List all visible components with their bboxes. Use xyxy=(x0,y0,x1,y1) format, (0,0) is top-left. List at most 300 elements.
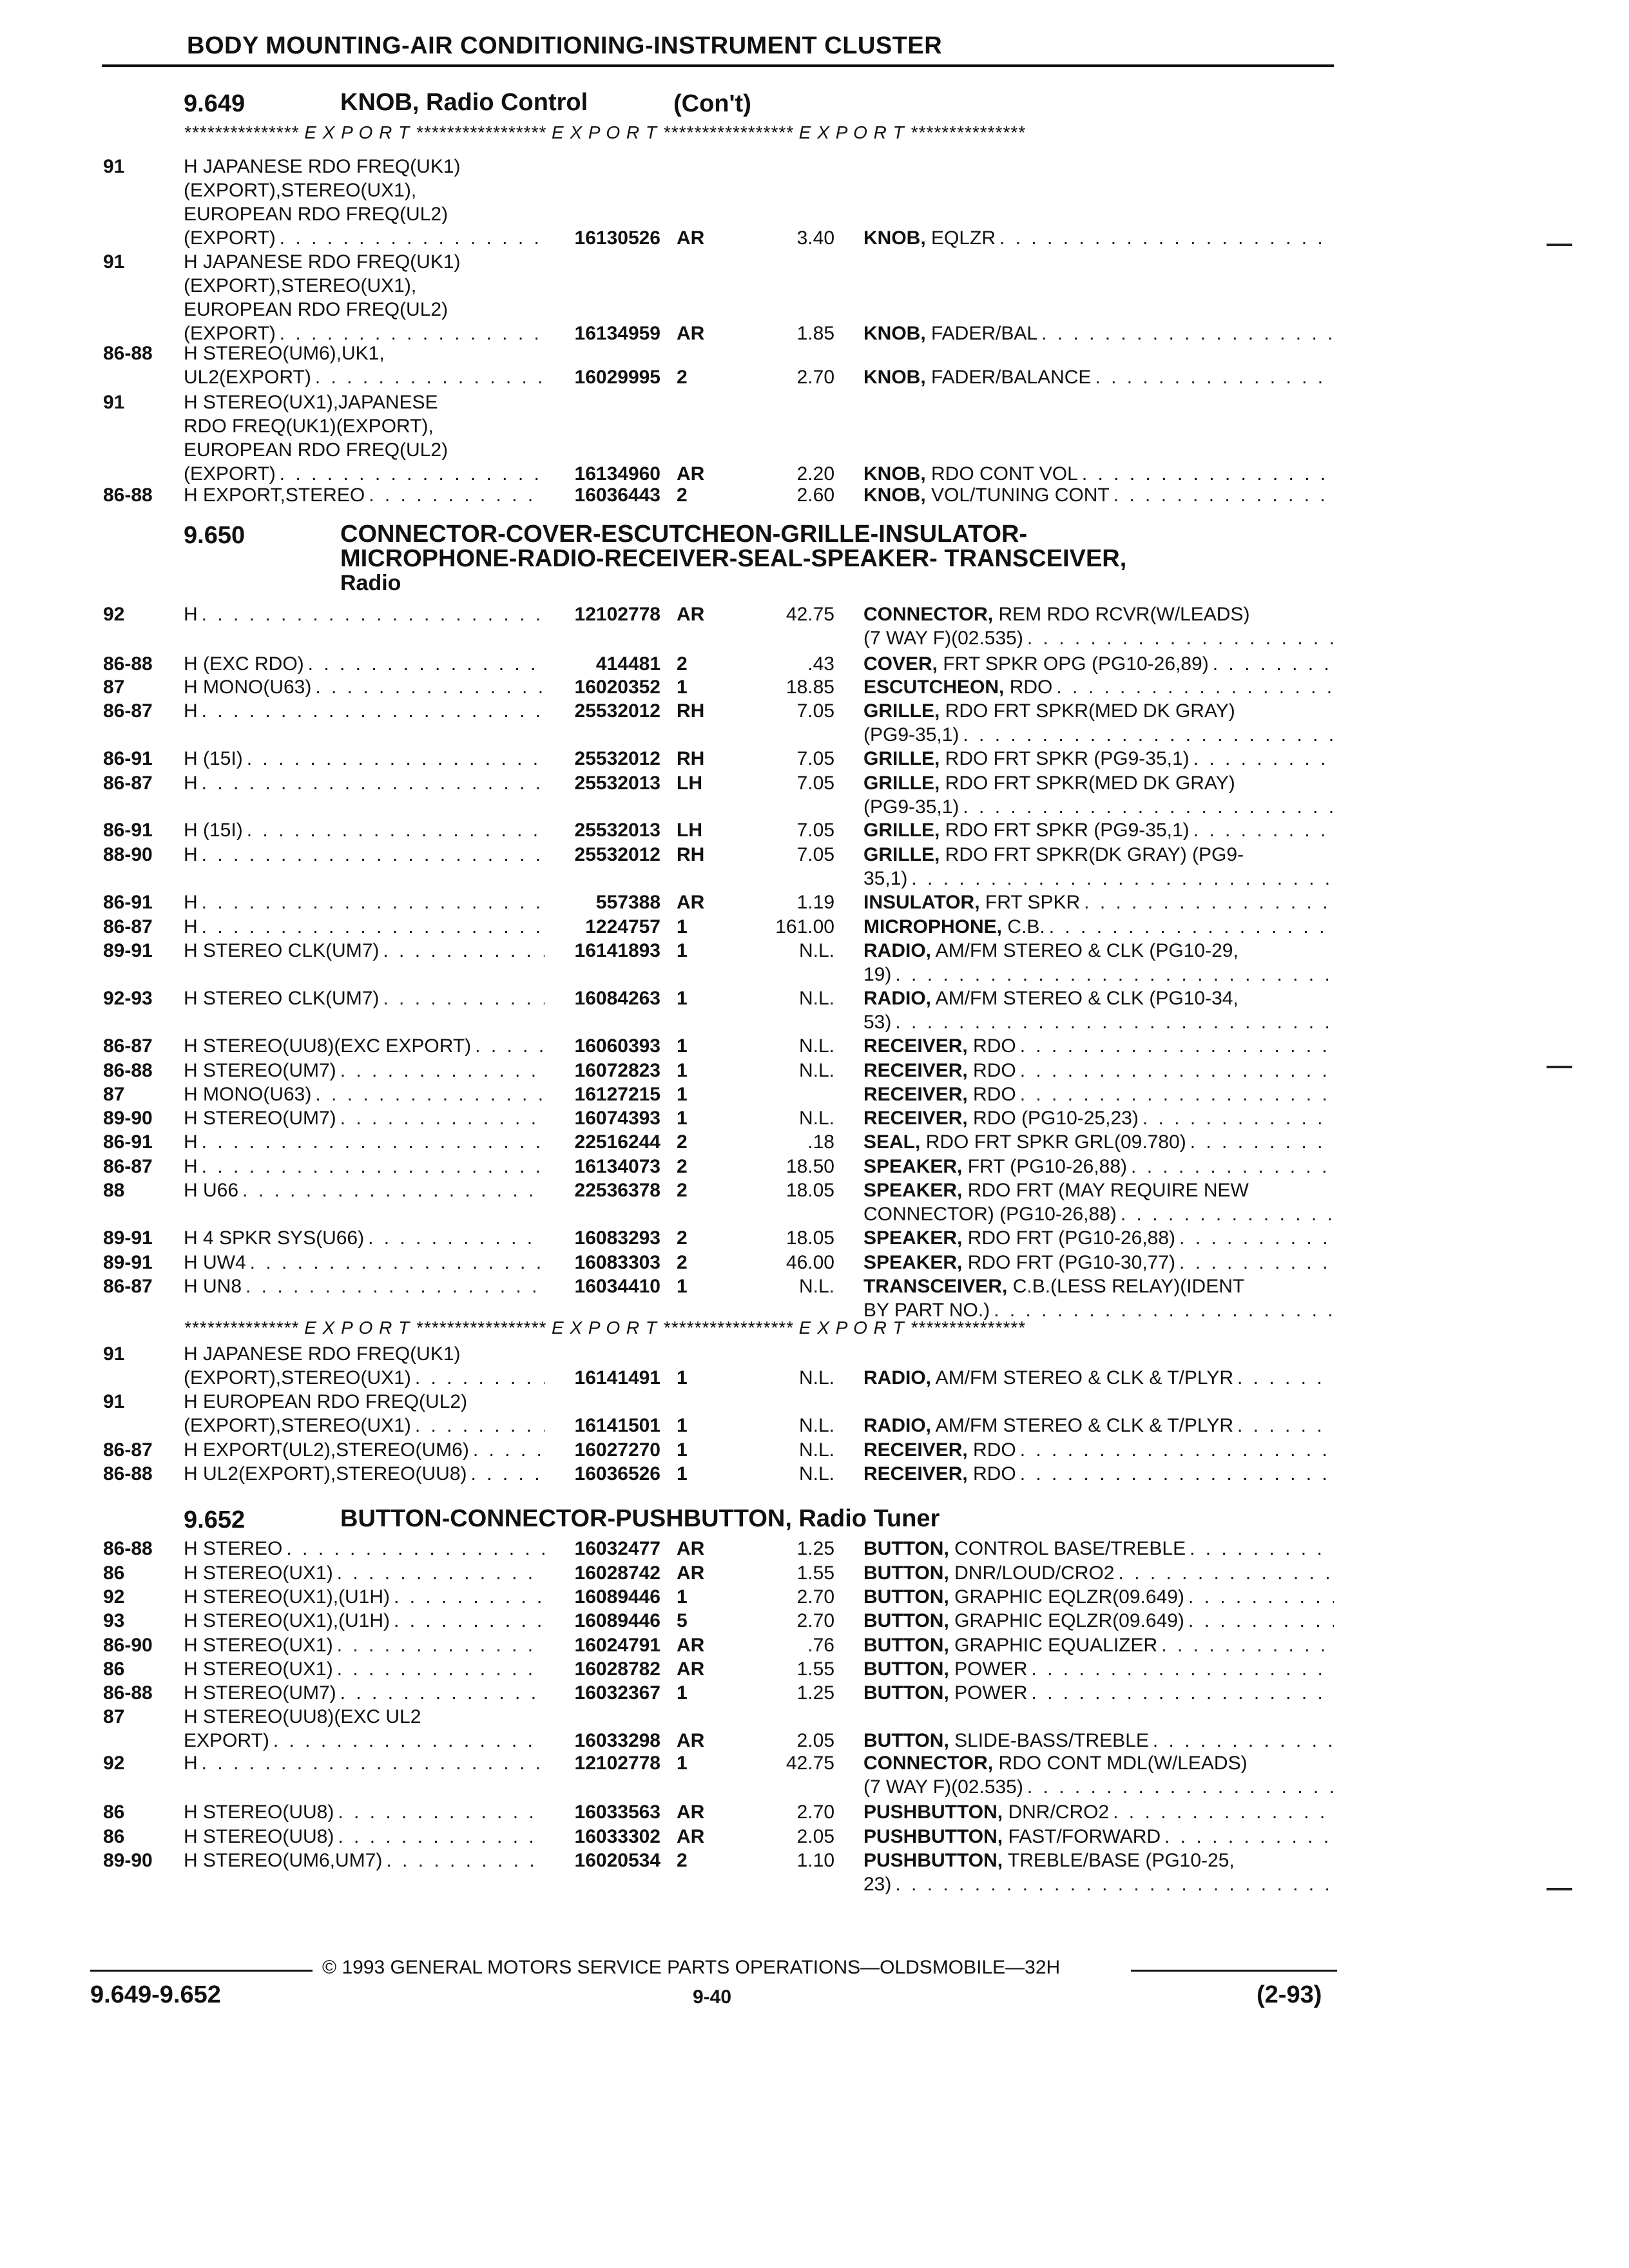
part-name-line xyxy=(863,1082,1334,1106)
description-text: H STEREO(UU8) xyxy=(184,1826,334,1847)
quantity: 1 xyxy=(677,1084,688,1105)
part-name xyxy=(863,1609,1334,1633)
application-description xyxy=(184,843,545,867)
application-description xyxy=(184,1537,545,1561)
part-number: 16032367 xyxy=(574,1682,660,1704)
quantity: 1 xyxy=(677,988,688,1009)
section-number: 9.649 xyxy=(184,90,246,117)
description-text: H STEREO(UX1) xyxy=(184,1562,333,1584)
description-line xyxy=(184,365,545,389)
part-name xyxy=(863,483,1334,507)
price: 1.25 xyxy=(796,1538,834,1559)
part-name-text: RECEIVER, RDO xyxy=(863,1084,1016,1105)
part-name-keyword: PUSHBUTTON, xyxy=(863,1826,1003,1847)
model-year: 88-90 xyxy=(103,844,153,865)
part-name-keyword: GRILLE, xyxy=(863,748,940,769)
part-number: 16028782 xyxy=(574,1658,660,1680)
description-text: H STEREO(UX1),(U1H) xyxy=(184,1610,390,1631)
description-text: (EXPORT),STEREO(UX1) xyxy=(184,1367,411,1389)
description-line xyxy=(184,1561,545,1585)
part-name xyxy=(863,1729,1334,1753)
dot-leader xyxy=(1020,1059,1334,1082)
part-name-text: RADIO, AM/FM STEREO & CLK & T/PLYR xyxy=(863,1415,1233,1436)
price: 18.85 xyxy=(786,677,834,698)
part-name-line xyxy=(863,1251,1334,1274)
model-year: 86-87 xyxy=(103,773,153,794)
application-description xyxy=(184,1633,545,1657)
part-name-text: TRANSCEIVER, C.B.(LESS RELAY)(IDENT xyxy=(863,1276,1245,1297)
part-name-keyword: SPEAKER, xyxy=(863,1227,963,1249)
part-name-text: COVER, FRT SPKR OPG (PG10-26,89) xyxy=(863,653,1209,675)
description-text: H STEREO(UX1) xyxy=(184,1658,333,1680)
description-line xyxy=(184,226,545,250)
part-number: 414481 xyxy=(595,653,660,675)
part-number: 16036526 xyxy=(574,1463,660,1485)
part-number: 16033563 xyxy=(574,1802,660,1823)
footer-page-number: 9-40 xyxy=(693,1986,732,2008)
part-name-text: RECEIVER, RDO xyxy=(863,1463,1016,1485)
description-text: H UW4 xyxy=(184,1252,246,1273)
part-name-text: PUSHBUTTON, TREBLE/BASE (PG10-25, xyxy=(863,1850,1235,1871)
part-number: 16020352 xyxy=(574,677,660,698)
part-number: 16089446 xyxy=(574,1610,660,1631)
description-line xyxy=(184,1462,545,1486)
dot-leader xyxy=(1237,1366,1334,1390)
part-number: 16027270 xyxy=(574,1439,660,1461)
quantity: 1 xyxy=(677,1035,688,1057)
dot-leader xyxy=(911,867,1334,890)
description-text: H xyxy=(184,773,198,794)
quantity: AR xyxy=(677,463,705,485)
model-year: 89-91 xyxy=(103,1252,153,1273)
part-name-line xyxy=(863,322,1334,345)
description-text: H 4 SPKR SYS(U66) xyxy=(184,1227,365,1249)
description-text: H STEREO(UX1) xyxy=(184,1635,333,1656)
part-name-text: SPEAKER, RDO FRT (PG10-30,77) xyxy=(863,1252,1176,1273)
quantity: AR xyxy=(677,1635,705,1656)
part-name-keyword: KNOB, xyxy=(863,323,926,344)
part-name-line xyxy=(863,1034,1334,1058)
part-name-text: GRILLE, RDO FRT SPKR(MED DK GRAY) xyxy=(863,773,1235,794)
section-title-line: KNOB, Radio Control xyxy=(340,89,588,116)
dot-leader xyxy=(1113,1800,1334,1824)
dot-leader xyxy=(1213,652,1334,676)
application-description xyxy=(184,1106,545,1130)
part-name-keyword: CONNECTOR, xyxy=(863,604,994,625)
application-description xyxy=(184,1849,545,1872)
section-title-line: Radio xyxy=(340,571,401,595)
part-name-text: GRILLE, RDO FRT SPKR(DK GRAY) (PG9- xyxy=(863,844,1244,865)
part-name-text: INSULATOR, FRT SPKR xyxy=(863,892,1081,913)
part-number: 25532013 xyxy=(574,820,660,841)
dot-leader xyxy=(337,1657,545,1681)
description-text: H STEREO(UM7) xyxy=(184,1060,336,1081)
description-line xyxy=(184,747,545,771)
description-text: H MONO(U63) xyxy=(184,677,312,698)
description-line: H JAPANESE RDO FREQ(UK1) xyxy=(184,1343,461,1365)
part-name-keyword: BUTTON, xyxy=(863,1682,949,1704)
dot-leader xyxy=(394,1609,545,1633)
part-name-keyword: BUTTON, xyxy=(863,1562,949,1584)
footer-section-range: 9.649-9.652 xyxy=(90,1981,221,2008)
part-name-keyword: SPEAKER, xyxy=(863,1156,963,1177)
dot-leader xyxy=(415,1414,545,1437)
part-name-text: BUTTON, SLIDE-BASS/TREBLE xyxy=(863,1730,1149,1751)
part-name-text: BUTTON, GRAPHIC EQLZR(09.649) xyxy=(863,1586,1184,1608)
part-name xyxy=(863,1561,1334,1585)
quantity: RH xyxy=(677,700,705,722)
quantity: 1 xyxy=(677,1415,688,1436)
dot-leader xyxy=(1161,1633,1334,1657)
description-line xyxy=(184,915,545,939)
dot-leader xyxy=(415,1366,545,1390)
description-line xyxy=(184,1825,545,1849)
model-year: 89-91 xyxy=(103,940,153,961)
price: 2.05 xyxy=(796,1826,834,1847)
part-name-text: GRILLE, RDO FRT SPKR(MED DK GRAY) xyxy=(863,700,1235,722)
description-line xyxy=(184,1585,545,1609)
price: 2.60 xyxy=(796,485,834,506)
part-name-line xyxy=(863,963,1334,986)
part-name xyxy=(863,699,1334,747)
quantity: RH xyxy=(677,844,705,865)
description-line xyxy=(184,1366,545,1390)
part-number: 16060393 xyxy=(574,1035,660,1057)
description-text: (EXPORT) xyxy=(184,227,276,249)
part-number: 16020534 xyxy=(574,1850,660,1871)
model-year: 86-87 xyxy=(103,916,153,937)
dot-leader xyxy=(1020,1082,1334,1106)
dot-leader xyxy=(1113,483,1334,507)
price: 1.10 xyxy=(796,1850,834,1871)
dot-leader xyxy=(1190,1537,1334,1561)
part-number: 16033298 xyxy=(574,1730,660,1751)
part-name-keyword: GRILLE, xyxy=(863,820,940,841)
application-description xyxy=(184,1059,545,1082)
part-name xyxy=(863,1178,1334,1226)
description-text: H xyxy=(184,892,198,913)
quantity: 2 xyxy=(677,653,688,675)
dot-leader xyxy=(202,699,545,723)
part-name-keyword: RADIO, xyxy=(863,1367,931,1389)
part-number: 16074393 xyxy=(574,1108,660,1129)
quantity: 1 xyxy=(677,1682,688,1704)
model-year: 86 xyxy=(103,1658,125,1680)
part-name xyxy=(863,1082,1334,1106)
part-name-keyword: TRANSCEIVER, xyxy=(863,1276,1008,1297)
part-number: 12102778 xyxy=(574,604,660,625)
description-line xyxy=(184,675,545,699)
model-year: 92-93 xyxy=(103,988,153,1009)
dot-leader xyxy=(1041,322,1334,345)
quantity: 2 xyxy=(677,485,688,506)
application-description xyxy=(184,1226,545,1250)
model-year: 86-87 xyxy=(103,1156,153,1177)
description-line: H JAPANESE RDO FREQ(UK1) xyxy=(184,156,461,177)
part-name-keyword: RECEIVER, xyxy=(863,1439,968,1461)
dot-leader xyxy=(963,723,1334,747)
description-text: H STEREO(UU8) xyxy=(184,1802,334,1823)
quantity: 2 xyxy=(677,1131,688,1153)
part-name-line xyxy=(863,1729,1334,1753)
part-name-keyword: GRILLE, xyxy=(863,700,940,722)
part-name xyxy=(863,1034,1334,1058)
part-name-line xyxy=(863,1366,1334,1390)
quantity: AR xyxy=(677,1562,705,1584)
dot-leader xyxy=(383,939,545,963)
quantity: RH xyxy=(677,748,705,769)
description-line xyxy=(184,1251,545,1274)
dot-leader xyxy=(1020,1462,1334,1486)
application-description xyxy=(184,675,545,699)
part-name-line xyxy=(863,818,1334,842)
application-description xyxy=(184,818,545,842)
model-year: 86-88 xyxy=(103,1463,153,1485)
dot-leader xyxy=(247,818,545,842)
description-text: H UN8 xyxy=(184,1276,242,1297)
application-description xyxy=(184,250,545,345)
part-name xyxy=(863,322,1334,345)
application-description xyxy=(184,602,545,626)
application-description xyxy=(184,1681,545,1705)
description-line xyxy=(184,818,545,842)
dot-leader xyxy=(338,1800,545,1824)
part-name-line xyxy=(863,1872,1334,1896)
part-name-keyword: RECEIVER, xyxy=(863,1060,968,1081)
application-description xyxy=(184,1251,545,1274)
description-text: H STEREO(UM7) xyxy=(184,1682,336,1704)
part-name-line xyxy=(863,1849,1334,1872)
dot-leader xyxy=(340,1681,545,1705)
part-name-keyword: RADIO, xyxy=(863,940,931,961)
dot-leader xyxy=(286,1537,545,1561)
dot-leader xyxy=(246,1274,545,1298)
description-line xyxy=(184,890,545,914)
part-name xyxy=(863,1251,1334,1274)
description-line: RDO FREQ(UK1)(EXPORT), xyxy=(184,416,434,437)
dot-leader xyxy=(1118,1561,1334,1585)
description-text: (EXPORT) xyxy=(184,323,276,344)
description-line xyxy=(184,1849,545,1872)
part-name-keyword: RADIO, xyxy=(863,1415,931,1436)
quantity: 1 xyxy=(677,677,688,698)
dot-leader xyxy=(202,1751,545,1775)
dot-leader xyxy=(1142,1106,1334,1130)
description-line xyxy=(184,1130,545,1154)
part-name-text: RADIO, AM/FM STEREO & CLK (PG10-29, xyxy=(863,940,1239,961)
quantity: 1 xyxy=(677,1276,688,1297)
part-number: 16084263 xyxy=(574,988,660,1009)
dot-leader xyxy=(383,986,545,1010)
part-name-keyword: BUTTON, xyxy=(863,1658,949,1680)
part-name-line xyxy=(863,365,1334,389)
part-name-text: BY PART NO.) xyxy=(863,1300,990,1321)
part-name-line xyxy=(863,1585,1334,1609)
part-name-keyword: BUTTON, xyxy=(863,1538,949,1559)
model-year: 89-90 xyxy=(103,1108,153,1129)
part-name-text: SPEAKER, RDO FRT (PG10-26,88) xyxy=(863,1227,1176,1249)
application-description xyxy=(184,1657,545,1681)
dot-leader xyxy=(337,1633,545,1657)
part-name-keyword: CONNECTOR, xyxy=(863,1753,994,1774)
application-description xyxy=(184,939,545,963)
part-name-keyword: RECEIVER, xyxy=(863,1084,968,1105)
part-number: 16029995 xyxy=(574,367,660,388)
model-year: 91 xyxy=(103,156,125,177)
part-name xyxy=(863,890,1334,914)
price: N.L. xyxy=(798,1415,834,1436)
part-name-keyword: GRILLE, xyxy=(863,773,940,794)
part-name xyxy=(863,1681,1334,1705)
part-name-line xyxy=(863,1775,1334,1799)
quantity: 1 xyxy=(677,1367,688,1389)
model-year: 86-88 xyxy=(103,343,153,364)
part-name-line xyxy=(863,1751,1334,1775)
part-number: 16130526 xyxy=(574,227,660,249)
application-description xyxy=(184,341,545,389)
part-name xyxy=(863,1274,1334,1322)
price: 7.05 xyxy=(796,748,834,769)
application-description xyxy=(184,699,545,723)
quantity: 2 xyxy=(677,1850,688,1871)
dot-leader xyxy=(338,1825,545,1849)
part-name-line xyxy=(863,890,1334,914)
price: 7.05 xyxy=(796,820,834,841)
description-line xyxy=(184,1657,545,1681)
model-year: 89-90 xyxy=(103,1850,153,1871)
part-name xyxy=(863,462,1334,486)
part-name xyxy=(863,939,1334,986)
description-text: H EXPORT(UL2),STEREO(UM6) xyxy=(184,1439,469,1461)
quantity: 1 xyxy=(677,1753,688,1774)
application-description xyxy=(184,986,545,1010)
description-text: H xyxy=(184,916,198,937)
description-text: H xyxy=(184,1156,198,1177)
description-line: EUROPEAN RDO FREQ(UL2) xyxy=(184,204,448,225)
price: 2.05 xyxy=(796,1730,834,1751)
part-name xyxy=(863,1155,1334,1178)
description-line xyxy=(184,939,545,963)
part-number: 16127215 xyxy=(574,1084,660,1105)
dot-leader xyxy=(394,1585,545,1609)
part-name-keyword: KNOB, xyxy=(863,367,926,388)
part-name xyxy=(863,602,1334,650)
application-description xyxy=(184,890,545,914)
dot-leader xyxy=(1056,675,1334,699)
part-name-keyword: MICROPHONE, xyxy=(863,916,1003,937)
part-name-text: (PG9-35,1) xyxy=(863,796,959,818)
part-number: 22536378 xyxy=(574,1180,660,1201)
description-text: H STEREO(UU8)(EXC EXPORT) xyxy=(184,1035,472,1057)
dot-leader xyxy=(202,890,545,914)
part-name-keyword: SEAL, xyxy=(863,1131,921,1153)
application-description xyxy=(184,747,545,771)
part-name-text: SEAL, RDO FRT SPKR GRL(09.780) xyxy=(863,1131,1186,1153)
model-year: 86 xyxy=(103,1562,125,1584)
part-name-line xyxy=(863,1825,1334,1849)
dot-leader xyxy=(202,771,545,795)
part-name-keyword: KNOB, xyxy=(863,463,926,485)
export-banner: *************** E X P O R T ***************** E X P O R T ***************** E X P O R T *************** xyxy=(184,1318,1026,1337)
application-description xyxy=(184,1825,545,1849)
price: 7.05 xyxy=(796,773,834,794)
part-name xyxy=(863,1657,1334,1681)
part-name-line xyxy=(863,1226,1334,1250)
dot-leader xyxy=(242,1178,545,1202)
price: N.L. xyxy=(798,1463,834,1485)
description-text: H UL2(EXPORT),STEREO(UU8) xyxy=(184,1463,467,1485)
quantity: 2 xyxy=(677,367,688,388)
dot-leader xyxy=(280,462,545,486)
description-line xyxy=(184,843,545,867)
part-name-line xyxy=(863,1537,1334,1561)
model-year: 88 xyxy=(103,1180,125,1201)
part-name-keyword: PUSHBUTTON, xyxy=(863,1850,1003,1871)
section-number: 9.650 xyxy=(184,522,246,549)
dot-leader xyxy=(247,747,545,771)
part-name xyxy=(863,818,1334,842)
part-name xyxy=(863,1800,1334,1824)
application-description xyxy=(184,1274,545,1298)
dot-leader xyxy=(999,226,1334,250)
part-name-line xyxy=(863,843,1334,867)
part-name-text: 19) xyxy=(863,964,892,985)
quantity: AR xyxy=(677,227,705,249)
dot-leader xyxy=(1131,1155,1334,1178)
part-name xyxy=(863,365,1334,389)
dot-leader xyxy=(280,226,545,250)
model-year: 86 xyxy=(103,1826,125,1847)
description-line xyxy=(184,1800,545,1824)
part-number: 25532012 xyxy=(574,844,660,865)
quantity: 1 xyxy=(677,1060,688,1081)
quantity: AR xyxy=(677,604,705,625)
quantity: AR xyxy=(677,1730,705,1751)
part-name-text: PUSHBUTTON, DNR/CRO2 xyxy=(863,1802,1110,1823)
description-text: H xyxy=(184,1131,198,1153)
price: 1.55 xyxy=(796,1562,834,1584)
price: .18 xyxy=(807,1131,834,1153)
application-description xyxy=(184,1462,545,1486)
dot-leader xyxy=(1027,626,1334,650)
application-description xyxy=(184,1800,545,1824)
description-line xyxy=(184,771,545,795)
description-line: (EXPORT),STEREO(UX1), xyxy=(184,275,417,296)
description-text: H STEREO CLK(UM7) xyxy=(184,940,380,961)
part-name-keyword: ESCUTCHEON, xyxy=(863,677,1005,698)
part-name-text: (PG9-35,1) xyxy=(863,724,959,745)
model-year: 86-88 xyxy=(103,1538,153,1559)
part-number: 16036443 xyxy=(574,485,660,506)
export-banner: *************** E X P O R T ***************** E X P O R T ***************** E X P O R T *************** xyxy=(184,122,1026,142)
price: 18.05 xyxy=(786,1180,834,1201)
price: N.L. xyxy=(798,940,834,961)
part-name xyxy=(863,1585,1334,1609)
price: 18.05 xyxy=(786,1227,834,1249)
part-name-keyword: KNOB, xyxy=(863,227,926,249)
part-name-text: RADIO, AM/FM STEREO & CLK & T/PLYR xyxy=(863,1367,1233,1389)
part-name xyxy=(863,1825,1334,1849)
margin-mark xyxy=(1547,1066,1572,1068)
application-description xyxy=(184,1178,545,1202)
part-name xyxy=(863,652,1334,676)
part-name-line xyxy=(863,747,1334,771)
dot-leader xyxy=(250,1251,545,1274)
dot-leader xyxy=(1153,1729,1334,1753)
part-name-text: BUTTON, POWER xyxy=(863,1658,1028,1680)
dot-leader xyxy=(1095,365,1334,389)
part-name-text: RECEIVER, RDO xyxy=(863,1035,1016,1057)
